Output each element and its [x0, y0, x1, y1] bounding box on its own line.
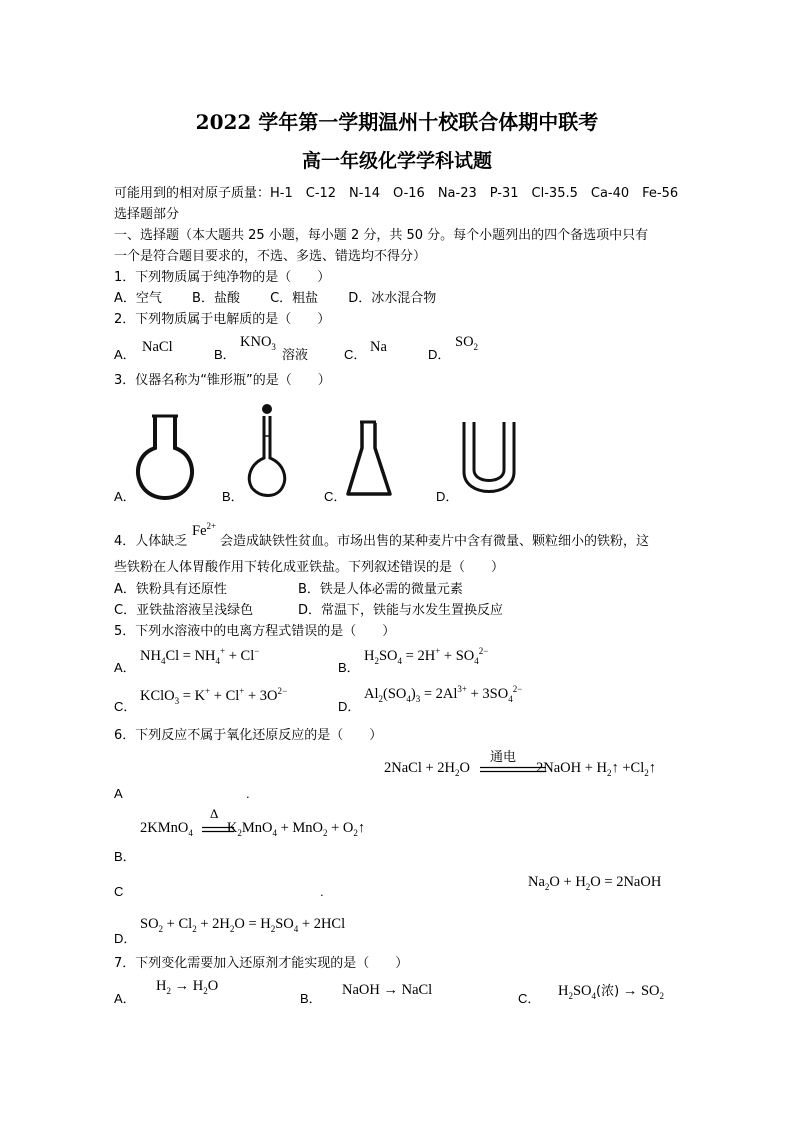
volumetric-flask-drawing	[240, 400, 300, 500]
q3-label-a: A．	[114, 489, 136, 504]
q5-equation-c: KClO$_3$ = $K^+ + Cl^+ + 3O^{2-}$	[140, 686, 288, 706]
instructions-line-1: 一、选择题（本大题共 25 小题，每小题 2 分，共 50 分。每个小题列出的四个备选项中只有	[114, 228, 649, 243]
q2-option-b-suffix: 溶液	[282, 348, 309, 363]
q5-equation-a: $NH_4Cl = NH_4^+ + Cl^-$	[140, 646, 260, 666]
conical-flask-drawing	[340, 418, 400, 500]
q3-label-b: B．	[222, 489, 244, 504]
q6-equation-b: 2KMnO$_4$ $K_2MnO_4 + MnO_2$ + $O_2↑$	[140, 820, 366, 838]
q2-option-b: $KNO_3$	[240, 334, 276, 352]
q6-equation-d: $SO_2 + Cl_2 + 2H_2O = H_2SO_4 + 2HCl$	[140, 916, 346, 934]
q2-label-a: A．	[114, 347, 136, 362]
q4-option-d: D．常温下，铁能与水发生置换反应	[298, 603, 504, 618]
q4-stem-pre: 4．人体缺乏	[114, 534, 188, 549]
q4-ion: $Fe^{2+}$	[192, 521, 217, 539]
q5-stem: 5．下列水溶液中的电离方程式错误的是（ ）	[114, 624, 396, 639]
q2-label-b: B．	[214, 347, 236, 362]
q6-equals-b	[202, 826, 234, 834]
q6-condition-b: Δ	[210, 806, 219, 821]
atomic-masses: 可能用到的相对原子质量：H-1 C-12 N-14 O-16 Na-23 P-31 Cl-35.5 Ca-40 Fe-56	[114, 186, 679, 201]
q2-option-c: Na	[370, 339, 387, 355]
q6-label-a: A	[114, 786, 123, 801]
q7-option-a: $H_2 \to H_2O$	[156, 978, 219, 996]
q2-option-a: NaCl	[142, 339, 173, 355]
instructions-line-2: 一个是符合题目要求的，不选、多选、错选均不得分）	[114, 249, 427, 264]
q7-stem: 7．下列变化需要加入还原剂才能实现的是（ ）	[114, 956, 409, 971]
q1-stem: 1．下列物质属于纯净物的是（ ）	[114, 270, 331, 285]
exam-subtitle: 高一年级化学学科试题	[301, 150, 492, 172]
q5-equation-d: $Al_2(SO_4)_3 = 2Al^{3+} + 3SO_4^{2-}$	[364, 684, 523, 704]
q4-option-a: A．铁粉具有还原性	[114, 582, 227, 597]
q1-options: A．空气 B．盐酸 C．粗盐 D．冰水混合物	[114, 291, 437, 306]
q6-label-c: C	[114, 884, 124, 899]
q4-option-c: C．亚铁盐溶液呈浅绿色	[114, 603, 254, 618]
q3-stem: 3．仪器名称为“锥形瓶”的是（ ）	[114, 373, 331, 388]
q4-option-b: B．铁是人体必需的微量元素	[298, 582, 463, 597]
q6-condition-a: 通电	[490, 750, 517, 765]
q5-equation-b: $H_2SO_4 = 2H^+ + SO_4^{2-}$	[364, 646, 489, 666]
q6-label-d: D．	[114, 931, 137, 946]
q6-dot-c: .	[320, 884, 324, 899]
q5-label-c: C．	[114, 699, 137, 714]
q2-label-c: C．	[344, 347, 367, 362]
q6-equation-a: 2NaCl + $2H_2O$ 2NaOH + $H_2↑$ $+Cl_2↑$	[384, 760, 657, 778]
q4-stem-line-2: 些铁粉在人体胃酸作用下转化成亚铁盐。下列叙述错误的是（ ）	[114, 560, 505, 575]
exam-title: 2022 学年第一学期温州十校联合体期中联考	[195, 110, 599, 134]
q4-stem-post: 会造成缺铁性贫血。市场出售的某种麦片中含有微量、颗粒细小的铁粉，这	[220, 534, 650, 549]
q2-stem: 2．下列物质属于电解质的是（ ）	[114, 312, 331, 327]
round-flask-drawing	[130, 410, 200, 500]
q7-option-c: $H_2SO_4$(浓) → $SO_2$	[558, 983, 664, 1001]
part-heading: 选择题部分	[114, 207, 180, 222]
q6-stem: 6．下列反应不属于氧化还原反应的是（ ）	[114, 728, 383, 743]
q7-option-b: NaOH → NaCl	[342, 982, 433, 998]
q5-label-d: D．	[338, 699, 361, 714]
q3-label-d: D．	[436, 489, 459, 504]
u-tube-drawing	[458, 418, 522, 500]
q6-label-b: B．	[114, 849, 136, 864]
q6-dot-a: .	[246, 786, 250, 801]
q6-equals-a	[480, 766, 546, 774]
q3-label-c: C．	[324, 489, 347, 504]
q7-label-b: B．	[300, 991, 322, 1006]
q5-label-a: A．	[114, 660, 136, 675]
q2-option-d: $SO_2$	[455, 334, 479, 352]
q5-label-b: B．	[338, 660, 360, 675]
q7-label-a: A．	[114, 991, 136, 1006]
q2-label-d: D．	[428, 347, 451, 362]
q6-equation-c: $Na_2O + H_2O$ = 2NaOH	[528, 874, 662, 892]
q7-label-c: C．	[518, 991, 541, 1006]
